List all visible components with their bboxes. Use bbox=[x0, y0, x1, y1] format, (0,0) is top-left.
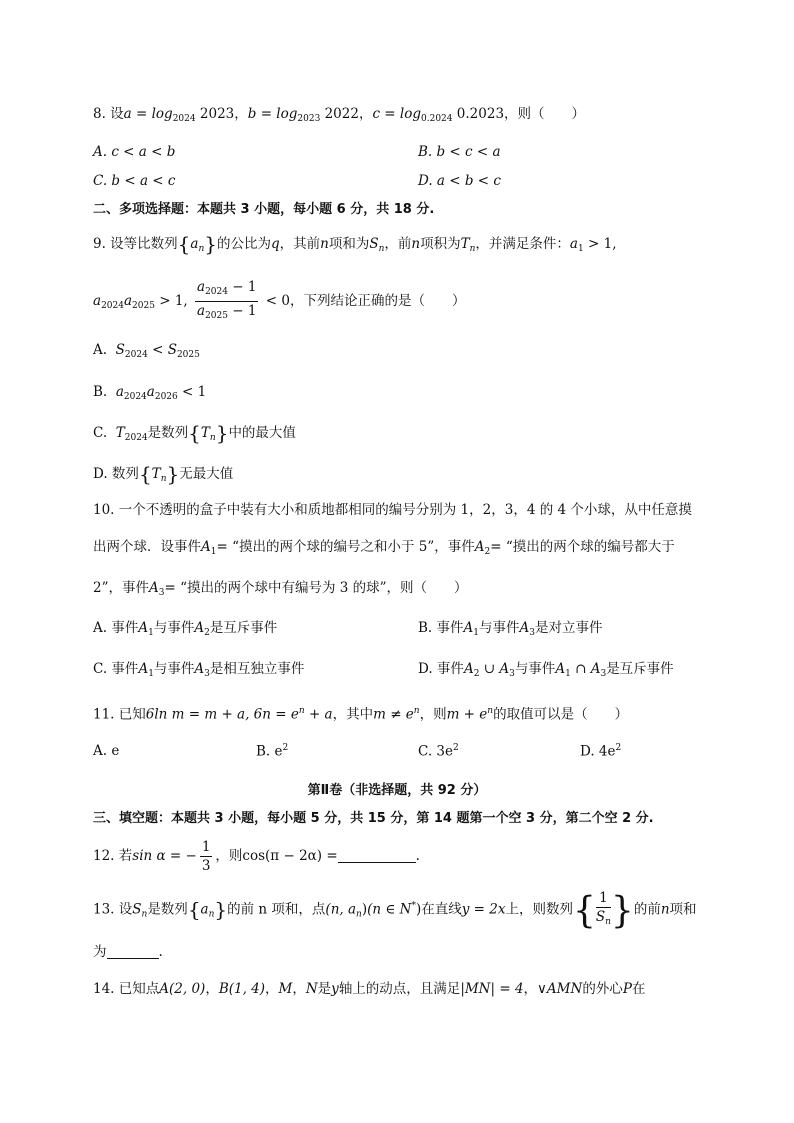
q8-prefix: 8. 设 bbox=[93, 106, 124, 122]
q8-option-d: D. a < b < c bbox=[418, 173, 501, 189]
q10-A3-sub: 3 bbox=[158, 588, 165, 598]
q10-opt-d-mid: 与事件 bbox=[514, 661, 556, 677]
q10-opt-c-A3: A bbox=[194, 661, 205, 677]
q13-brace-close: } bbox=[214, 897, 228, 922]
q10-opt-d-A2: A bbox=[463, 661, 474, 677]
q8-c-arg: 0.2023 bbox=[452, 106, 505, 122]
q9-prod-sub1: 2024 bbox=[101, 301, 124, 311]
q14-t9: 在 bbox=[631, 981, 646, 997]
q9-T-sub: n bbox=[469, 244, 476, 254]
q9-rel: > 1, bbox=[154, 293, 188, 309]
q9-frac-num-sub: 2024 bbox=[205, 287, 228, 297]
q9-opt-c-brace-open: { bbox=[188, 421, 201, 445]
q10-A2-sub: 2 bbox=[484, 547, 491, 557]
q8-b-sub: 2023 bbox=[297, 114, 321, 124]
q9-rest1: ，其前 bbox=[279, 236, 321, 252]
q8-option-b: B. b < c < a bbox=[418, 144, 501, 160]
q10-option-a bbox=[93, 618, 277, 643]
q10-A1-sub: 1 bbox=[210, 547, 217, 557]
q9-option-b bbox=[93, 382, 206, 407]
q13-seq-sub: n bbox=[208, 909, 215, 920]
q14-M: M bbox=[278, 981, 293, 997]
q14-N: N bbox=[305, 981, 318, 997]
q13-line2 bbox=[93, 942, 163, 962]
q8-option-a: A. c < a < b bbox=[93, 144, 176, 160]
q9-opt-d-brace-open: { bbox=[138, 462, 152, 486]
q10-opt-d-cap: ∩ bbox=[570, 661, 591, 677]
q10-opt-b-mid: 与事件 bbox=[479, 620, 520, 636]
q13-bigbrace-open: { bbox=[572, 890, 596, 932]
q9-frac-den bbox=[195, 302, 258, 325]
section3-heading: 三、填空题：本题共 3 小题，每小题 5 分，共 15 分，第 14 题第一个空 3 分，第二个空 2 分. bbox=[93, 811, 654, 826]
q10-line3-a: 2”，事件 bbox=[93, 580, 149, 596]
q13-answer-blank[interactable] bbox=[107, 944, 159, 959]
section2-heading: 二、多项选择题：本题共 3 小题，每小题 6 分，共 18 分. bbox=[93, 202, 435, 217]
q10-option-d bbox=[418, 659, 674, 684]
q13-t4: 上，则数列 bbox=[505, 901, 573, 918]
q9-frac-num bbox=[195, 278, 258, 302]
q10-opt-c-label: C. 事件 bbox=[93, 661, 139, 677]
q14-B: B(1, 4) bbox=[218, 981, 266, 997]
q9-rest5: ，并满足条件： bbox=[475, 236, 570, 252]
q13-pt-sub: n bbox=[356, 909, 362, 920]
q14-tri: ∨AMN bbox=[537, 981, 583, 997]
q9-opt-b-rel: < 1 bbox=[177, 384, 207, 400]
q8-c-def: c = log bbox=[372, 106, 421, 122]
q13-stem bbox=[93, 884, 697, 937]
q9-seq-sub: n bbox=[198, 244, 205, 254]
q13-frac-num: 1 bbox=[596, 889, 611, 908]
q11-d: 的取值可以是（ ） bbox=[493, 706, 629, 723]
q10-opt-b-sub1: 1 bbox=[473, 628, 479, 638]
q10-opt-b-end: 是对立事件 bbox=[534, 620, 603, 636]
q13-t6: 项和 bbox=[669, 901, 697, 918]
q10-opt-d-sub2: 2 bbox=[473, 669, 480, 679]
q9-fraction bbox=[195, 278, 258, 325]
q9-q: q bbox=[271, 236, 280, 252]
q10-opt-b-sub3: 3 bbox=[529, 628, 535, 638]
q14-t5: 是 bbox=[317, 981, 332, 997]
q9-lt: < 0 bbox=[261, 293, 290, 309]
q11-expr: m + e bbox=[446, 706, 488, 723]
q8-suffix: ，则（ ） bbox=[504, 106, 586, 122]
q11-opt-c-sup: 2 bbox=[453, 743, 459, 753]
q10-opt-d-sub1: 1 bbox=[565, 669, 571, 679]
q11-option-c bbox=[418, 743, 459, 760]
q8-b-def: b = log bbox=[247, 106, 298, 122]
q12-sin: sin α = − bbox=[132, 848, 197, 864]
q8-a-arg: 2023 bbox=[195, 106, 235, 122]
q8-sep: ， bbox=[234, 106, 248, 122]
q13-cond-end: ) bbox=[415, 901, 422, 918]
q10-A1: A bbox=[201, 539, 211, 555]
q9-brace-close: } bbox=[204, 232, 217, 256]
q9-opt-c-brace-close: } bbox=[215, 421, 229, 445]
q9-frac-den-sub: 2025 bbox=[205, 311, 228, 321]
q11-eq-sup: n bbox=[298, 706, 305, 716]
q8-stem bbox=[93, 104, 585, 129]
q8-c-sub: 0.2024 bbox=[421, 114, 453, 124]
q9-opt-c-label: C. bbox=[93, 425, 108, 441]
q12-mid: ，则 bbox=[215, 848, 243, 864]
q9-opt-c-T: T bbox=[115, 425, 125, 441]
q13-frac-S: S bbox=[595, 909, 606, 925]
q13-end: . bbox=[158, 944, 163, 960]
q11-a: 11. 已知 bbox=[93, 706, 146, 723]
q10-opt-d-end: 是互斥事件 bbox=[606, 661, 674, 677]
q9-n2: n bbox=[411, 236, 421, 252]
q14-t8: 的外心 bbox=[582, 981, 623, 997]
q9-line2 bbox=[93, 278, 465, 326]
q9-T: T bbox=[460, 236, 470, 252]
q9-opt-b-a2: a bbox=[146, 384, 155, 400]
q12-end: . bbox=[415, 848, 420, 864]
q9-opt-c-sub: 2024 bbox=[124, 433, 148, 443]
q11-option-d bbox=[580, 743, 621, 760]
q14-t6: 轴上的动点，且满足 bbox=[338, 981, 461, 997]
q11-opt-b-sup: 2 bbox=[282, 743, 289, 753]
q14-t3: ， bbox=[265, 981, 279, 997]
q9-line1 bbox=[93, 234, 617, 259]
q10-opt-b-A3: A bbox=[519, 620, 530, 636]
q11-expr-sup: n bbox=[487, 706, 494, 716]
q9-S: S bbox=[369, 236, 379, 252]
q13-t3: 在直线 bbox=[421, 901, 462, 918]
q11-option-b bbox=[256, 743, 288, 760]
q10-option-b bbox=[418, 618, 602, 643]
q13-seq-a: a bbox=[200, 901, 209, 918]
q14-t2: ， bbox=[205, 981, 219, 997]
q10-opt-b-label: B. 事件 bbox=[418, 620, 464, 636]
q11-opt-d-sup: 2 bbox=[615, 743, 622, 753]
q11-opt-c-text: C. 3e bbox=[418, 743, 454, 760]
q8-a-sub: 2024 bbox=[172, 114, 196, 124]
q13-t2: 的前 n 项和，点 bbox=[227, 901, 326, 918]
q9-option-c bbox=[93, 423, 296, 448]
q9-prefix: 9. 设等比数列 bbox=[93, 236, 178, 252]
q9-n: n bbox=[320, 236, 329, 252]
q9-opt-a-sub1: 2024 bbox=[124, 350, 148, 360]
q9-brace-open: { bbox=[177, 232, 191, 256]
q10-A2: A bbox=[474, 539, 485, 555]
q14-t7: ， bbox=[523, 981, 538, 997]
q12-stem bbox=[93, 836, 420, 876]
q9-opt-a-sub2: 2025 bbox=[176, 350, 200, 360]
q12-fraction bbox=[200, 838, 213, 875]
q9-opt-a-label: A. bbox=[93, 342, 108, 358]
q11-opt-d-text: D. 4e bbox=[580, 743, 616, 760]
q8-sep-2: ， bbox=[358, 106, 373, 122]
q9-seq: a bbox=[190, 236, 199, 252]
q13-cond: (n ∈ N bbox=[367, 901, 412, 918]
q13-t1: 是数列 bbox=[147, 901, 188, 918]
q12-cos: cos(π − 2α) = bbox=[242, 848, 338, 864]
q13-pt: (n, a bbox=[325, 901, 357, 918]
q9-opt-c-Tn: T bbox=[200, 425, 210, 441]
q10-opt-a-mid: 与事件 bbox=[153, 620, 195, 636]
q9-cond: a bbox=[569, 236, 578, 252]
q11-eq: 6ln m = m + a, 6n = e bbox=[145, 706, 299, 723]
q11-b: ，其中 bbox=[332, 706, 374, 723]
q11-eq2: + a bbox=[304, 706, 333, 723]
q12-num: 1 bbox=[201, 839, 211, 855]
q10-opt-a-sub2: 2 bbox=[204, 628, 210, 638]
q9-opt-c-text1: 是数列 bbox=[147, 425, 189, 441]
q10-opt-d-mid-glyph: ∪ bbox=[479, 661, 500, 677]
q9-opt-b-sub1: 2024 bbox=[123, 392, 147, 402]
q9-option-a bbox=[93, 340, 200, 365]
q10-opt-d-sub3b: 3 bbox=[600, 669, 607, 679]
q11-c: ，则 bbox=[419, 706, 447, 723]
q10-opt-d-A3b: A bbox=[590, 661, 601, 677]
q9-frac-den-rest: − 1 bbox=[227, 303, 257, 319]
q9-opt-b-sub2: 2026 bbox=[154, 392, 178, 402]
part2-heading: 第Ⅱ卷（非选择题，共 92 分） bbox=[307, 783, 487, 798]
q9-opt-d-Tn-sub: n bbox=[160, 474, 167, 484]
q10-line2 bbox=[93, 537, 675, 562]
q8-option-c: C. b < a < c bbox=[93, 173, 176, 189]
q11-cond-sup: n bbox=[413, 706, 420, 716]
q8-a-def: a = log bbox=[123, 106, 173, 122]
q12-prefix: 12. 若 bbox=[93, 848, 133, 864]
q9-opt-b-label: B. bbox=[93, 384, 108, 400]
q12-den: 3 bbox=[201, 858, 211, 874]
q10-e2: = “摸出的两个球的编号都大于 bbox=[490, 539, 675, 555]
q13-brace-open: { bbox=[187, 897, 201, 922]
q10-opt-c-sub1: 1 bbox=[148, 669, 154, 679]
q9-opt-b-a1: a bbox=[115, 384, 124, 400]
q13-line2-text: 为 bbox=[93, 944, 107, 960]
q10-e1: = “摸出的两个球的编号之和小于 5”，事件 bbox=[216, 539, 475, 555]
q10-opt-a-end: 是互斥事件 bbox=[209, 620, 278, 636]
q10-line3 bbox=[93, 578, 468, 603]
q9-opt-c-text2: 中的最大值 bbox=[228, 425, 296, 441]
q9-opt-d-text: 无最大值 bbox=[179, 466, 234, 482]
q10-line2-a: 出两个球．设事件 bbox=[93, 539, 201, 555]
q11-stem bbox=[93, 701, 628, 725]
q10-opt-a-label: A. 事件 bbox=[93, 620, 139, 636]
q9-cond-sub: 1 bbox=[577, 244, 584, 254]
q11-opt-b-text: B. e bbox=[256, 743, 283, 760]
q9-tail: ，下列结论正确的是（ ） bbox=[289, 293, 466, 309]
q13-frac-S-sub: n bbox=[605, 917, 611, 927]
q9-S-sub: n bbox=[378, 244, 385, 254]
q14-stem bbox=[93, 979, 645, 999]
q10-option-c bbox=[93, 659, 304, 684]
q12-answer-blank[interactable] bbox=[338, 848, 416, 863]
q10-opt-a-A2: A bbox=[194, 620, 205, 636]
q8-b-arg: 2022 bbox=[320, 106, 359, 122]
q10-opt-c-mid: 与事件 bbox=[153, 661, 195, 677]
q9-opt-a-S: S bbox=[115, 342, 125, 358]
q9-mid: 的公比为 bbox=[217, 236, 271, 252]
q10-opt-d-label: D. 事件 bbox=[418, 661, 464, 677]
q10-opt-c-sub3: 3 bbox=[204, 669, 210, 679]
q10-e3: = “摸出的两个球中有编号为 3 的球”，则（ ） bbox=[164, 580, 468, 596]
q13-bigbrace-close: } bbox=[610, 890, 634, 932]
q13-S-sub: n bbox=[141, 909, 148, 920]
q10-opt-d-A1: A bbox=[555, 661, 566, 677]
q9-opt-a-rel: < S bbox=[147, 342, 177, 358]
q14-t1: 14. 已知点 bbox=[93, 981, 160, 997]
q9-prod-a2: a bbox=[123, 293, 133, 309]
q10-opt-a-A1: A bbox=[138, 620, 149, 636]
q13-fraction bbox=[596, 889, 611, 931]
q9-frac-den-a: a bbox=[197, 303, 206, 319]
q10-opt-d-sub3: 3 bbox=[509, 669, 515, 679]
q9-opt-d-brace-close: } bbox=[166, 462, 180, 486]
q9-opt-d-Tn: T bbox=[151, 466, 161, 482]
q13-pt-end: ) bbox=[361, 901, 368, 918]
q13-t5: 的前 bbox=[633, 901, 661, 918]
q13-S: S bbox=[132, 901, 142, 918]
q9-opt-d-label: D. 数列 bbox=[93, 466, 139, 482]
q14-A: A(2, 0) bbox=[159, 981, 206, 997]
q13-frac-den bbox=[596, 908, 611, 931]
q10-opt-c-A1: A bbox=[138, 661, 149, 677]
q13-line: y = 2x bbox=[461, 901, 506, 918]
q9-opt-c-Tn-sub: n bbox=[209, 433, 216, 443]
q9-cond-rel: > 1, bbox=[583, 236, 617, 252]
q9-option-d bbox=[93, 464, 233, 489]
q13-cond-star: * bbox=[411, 901, 416, 911]
q10-opt-a-sub1: 1 bbox=[148, 628, 154, 638]
q9-frac-num-rest: − 1 bbox=[227, 279, 257, 295]
q10-A3: A bbox=[149, 580, 159, 596]
q10-opt-c-end: 是相互独立事件 bbox=[209, 661, 305, 677]
q9-rest4: 项积为 bbox=[420, 236, 461, 252]
q13-prefix: 13. 设 bbox=[93, 901, 133, 918]
q10-line1: 10. 一个不透明的盒子中装有大小和质地都相同的编号分别为 1，2，3，4 的 4 个小球，从中任意摸 bbox=[93, 502, 692, 518]
q14-t4: ， bbox=[292, 981, 306, 997]
q14-MN: |MN| = 4 bbox=[460, 981, 524, 997]
q13-n: n bbox=[660, 901, 670, 918]
q9-rest2: 项和为 bbox=[328, 236, 370, 252]
q14-P: P bbox=[622, 981, 632, 997]
q9-prod-sub2: 2025 bbox=[132, 301, 155, 311]
q9-prod-a1: a bbox=[93, 293, 102, 309]
q11-cond: m ≠ e bbox=[373, 706, 414, 723]
q10-opt-d-A3: A bbox=[499, 661, 510, 677]
q11-option-a: A. e bbox=[93, 743, 120, 759]
q9-frac-num-a: a bbox=[197, 279, 206, 295]
q10-opt-b-A1: A bbox=[463, 620, 474, 636]
q9-rest3: ，前 bbox=[384, 236, 412, 252]
q14-y: y bbox=[331, 981, 339, 997]
